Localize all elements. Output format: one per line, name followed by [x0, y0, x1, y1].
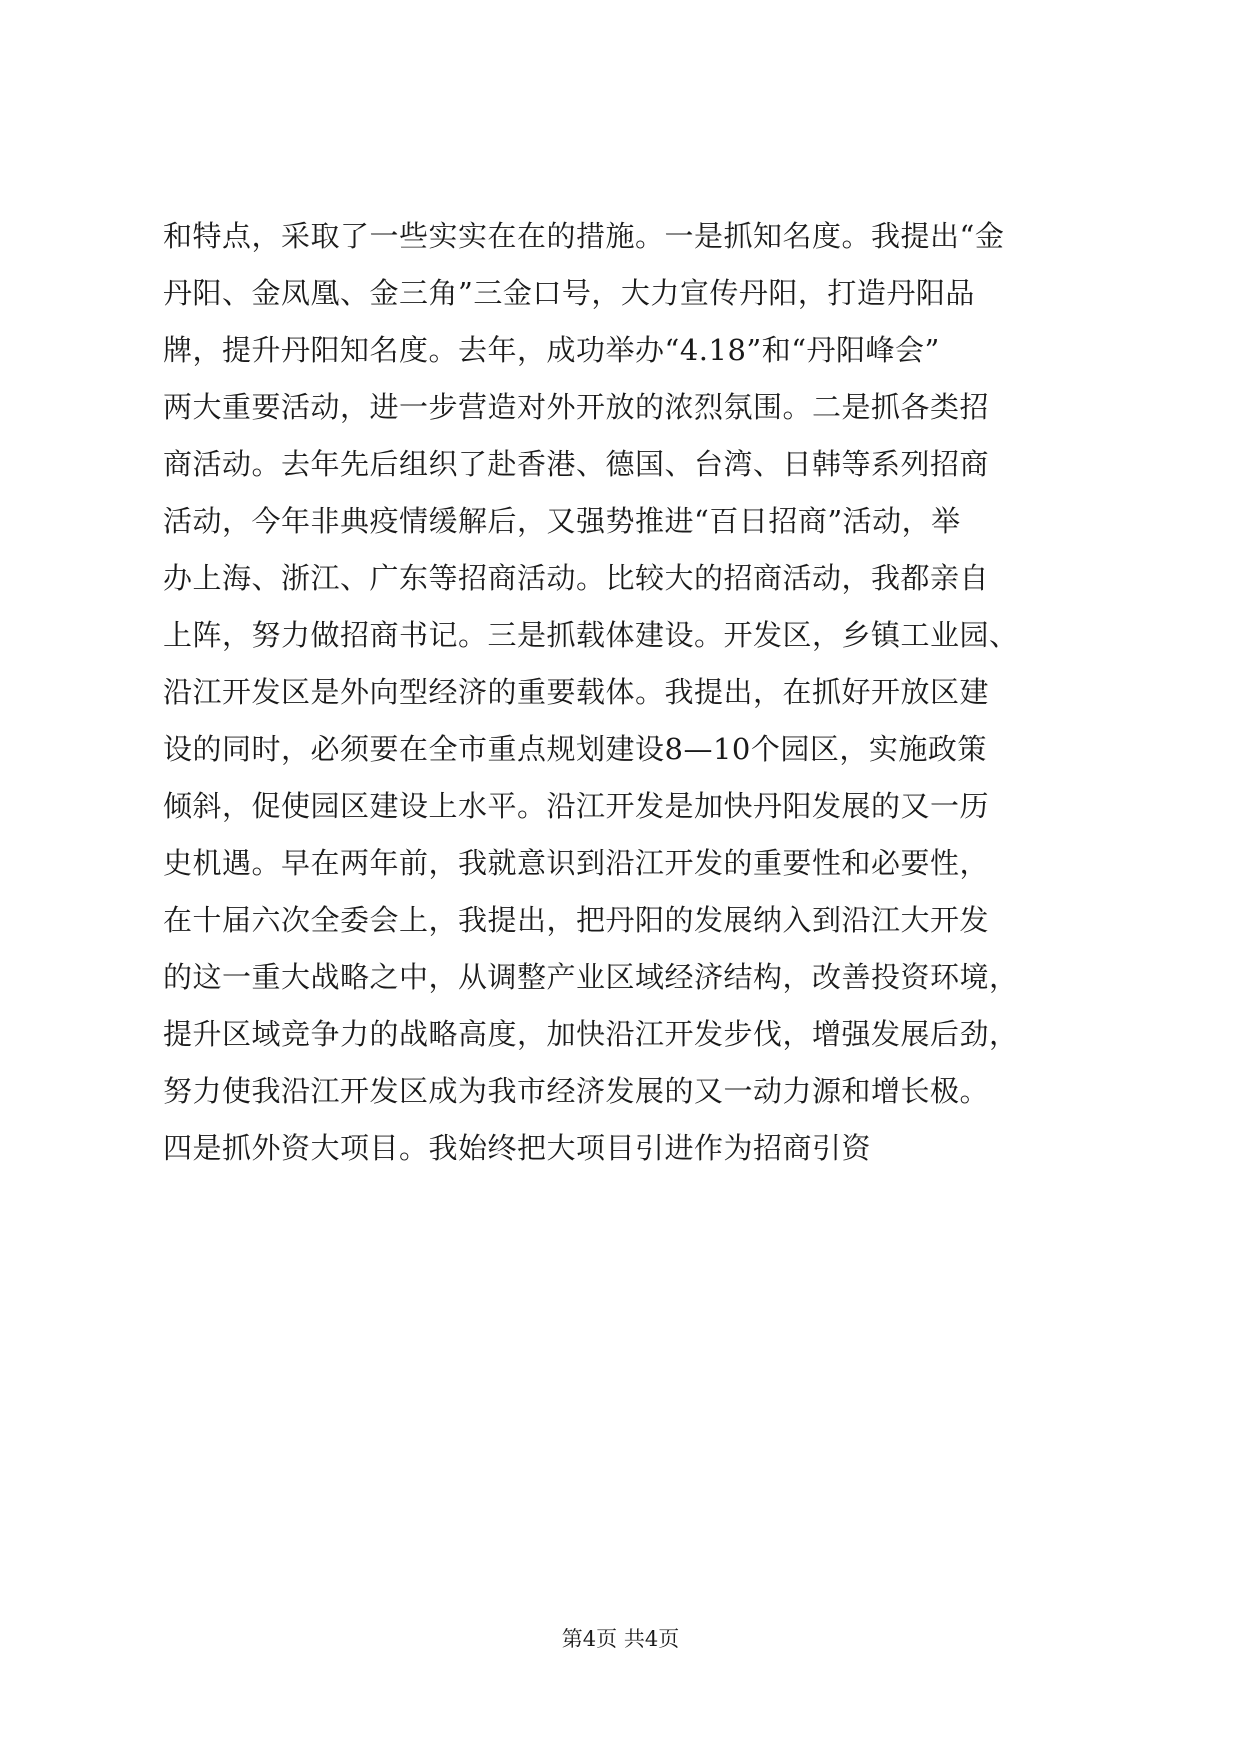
text-line: 商活动。去年先后组织了赴香港、德国、台湾、日韩等系列招商 [163, 447, 990, 481]
text-line: 上阵，努力做招商书记。三是抓载体建设。开发区，乡镇工业园、 [163, 618, 1019, 652]
text-line: 沿江开发区是外向型经济的重要载体。我提出，在抓好开放区建 [163, 675, 990, 709]
text-line: 和特点，采取了一些实实在在的措施。一是抓知名度。我提出“金 [163, 219, 1005, 253]
text-line: 提升区域竞争力的战略高度，加快沿江开发步伐，增强发展后劲， [163, 1017, 1019, 1051]
text-line: 两大重要活动，进一步营造对外开放的浓烈氛围。二是抓各类招 [163, 390, 990, 424]
text-line: 史机遇。早在两年前，我就意识到沿江开发的重要性和必要性， [163, 846, 990, 880]
text-line: 办上海、浙江、广东等招商活动。比较大的招商活动，我都亲自 [163, 561, 990, 595]
text-line: 四是抓外资大项目。我始终把大项目引进作为招商引资 [163, 1131, 872, 1165]
text-line: 在十届六次全委会上，我提出，把丹阳的发展纳入到沿江大开发 [163, 903, 990, 937]
text-line: 努力使我沿江开发区成为我市经济发展的又一动力源和增长极。 [163, 1074, 990, 1108]
text-line: 丹阳、金凤凰、金三角”三金口号，大力宣传丹阳，打造丹阳品 [163, 276, 975, 310]
text-line: 牌，提升丹阳知名度。去年，成功举办“4.18”和“丹阳峰会” [163, 333, 940, 367]
text-line: 设的同时，必须要在全市重点规划建设8—10个园区，实施政策 [163, 732, 987, 766]
text-line: 的这一重大战略之中，从调整产业区域经济结构，改善投资环境， [163, 960, 1019, 994]
page-number-footer: 第4页 共4页 [561, 1627, 680, 1651]
body-paragraph [163, 208, 1093, 1177]
text-line: 倾斜，促使园区建设上水平。沿江开发是加快丹阳发展的又一历 [163, 789, 990, 823]
text-line: 活动，今年非典疫情缓解后，又强势推进“百日招商”活动，举 [163, 504, 961, 538]
